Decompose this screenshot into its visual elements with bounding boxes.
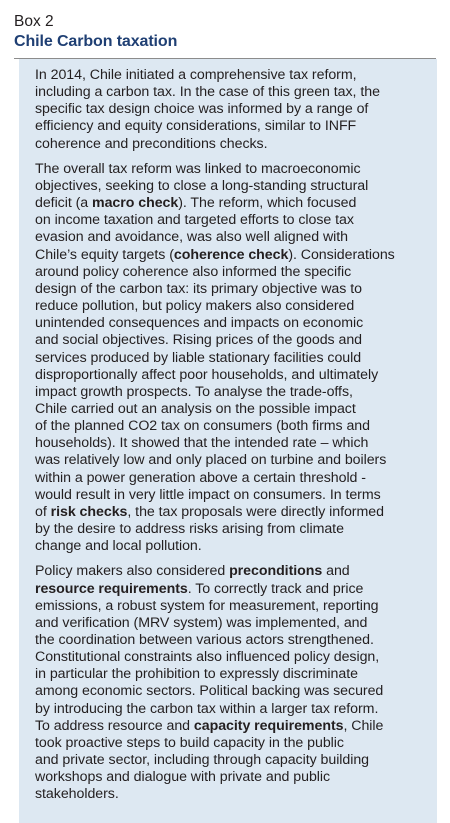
text-segment: took proactive steps to build capacity in the public xyxy=(35,734,344,751)
highlighted-term: risk checks xyxy=(50,503,128,520)
text-segment: reduce pollution, but policy makers also considered xyxy=(35,298,355,315)
text-line xyxy=(35,615,435,632)
text-line xyxy=(35,769,435,786)
text-line xyxy=(35,563,435,580)
text-line xyxy=(35,752,435,769)
text-segment: would result in very little impact on consumers. In terms xyxy=(35,486,381,503)
text-segment: To address resource and xyxy=(35,717,194,734)
text-segment: the coordination between various actors strengthened. xyxy=(35,632,374,648)
text-segment: change and local pollution. xyxy=(35,538,202,555)
text-segment: unintended consequences and impacts on economic xyxy=(35,315,364,332)
text-line xyxy=(35,332,435,349)
text-line xyxy=(35,632,435,649)
text-segment: objectives, seeking to close a long-standing structural xyxy=(35,177,369,194)
highlighted-term: macro check xyxy=(92,195,179,212)
text-segment: deficit (a xyxy=(35,195,93,212)
text-segment: and xyxy=(322,563,350,580)
text-line xyxy=(35,281,435,298)
highlighted-term: coherence check xyxy=(173,246,289,263)
text-line xyxy=(35,718,435,735)
box-header xyxy=(14,13,436,52)
text-segment: services produced by liable stationary facilities could xyxy=(35,349,362,366)
text-segment: ). The reform, which focused xyxy=(178,195,357,212)
text-line xyxy=(35,298,435,315)
highlighted-term: preconditions xyxy=(229,563,323,580)
text-line xyxy=(35,649,435,666)
text-line xyxy=(35,487,435,504)
text-segment: Chile’s equity targets ( xyxy=(35,246,174,263)
text-segment: was relatively low and only placed on turbine and boilers xyxy=(35,452,387,469)
text-line xyxy=(35,538,435,555)
text-segment: workshops and dialogue with private and public xyxy=(35,769,331,786)
text-segment: disproportionally affect poor households, and ultimately xyxy=(35,366,379,383)
text-segment: on income taxation and targeted efforts to close tax xyxy=(35,212,354,229)
text-line xyxy=(35,212,435,229)
text-line xyxy=(35,247,435,264)
box-label: Box 2 xyxy=(14,13,54,30)
text-line xyxy=(35,666,435,683)
text-segment: and private sector, including through capacity building xyxy=(35,752,370,769)
text-segment: evasion and avoidance, was also well aligned with xyxy=(35,229,349,246)
text-segment: in particular the prohibition to expressly discriminate xyxy=(35,666,358,683)
text-segment: emissions, a robust system for measurement, reporting xyxy=(35,597,379,614)
text-segment: within a power generation above a certain threshold - xyxy=(35,469,366,486)
text-segment: including a carbon tax. In the case of this green tax, the xyxy=(35,84,380,101)
text-line xyxy=(35,315,435,332)
text-segment: impact growth prospects. To analyse the trade-offs, xyxy=(35,383,353,400)
text-segment: households). It showed that the intended rate – which xyxy=(35,435,369,452)
box-title: Chile Carbon taxation xyxy=(14,33,178,50)
text-segment: stakeholders. xyxy=(35,786,119,803)
text-line xyxy=(35,435,435,452)
text-line xyxy=(35,118,435,135)
text-line xyxy=(35,101,435,118)
text-line xyxy=(35,367,435,384)
text-segment: coherence and preconditions checks. xyxy=(35,135,268,152)
text-segment: Chile carried out an analysis on the possible impact xyxy=(35,400,356,417)
text-segment: and social objectives. Rising prices of the goods and xyxy=(35,332,363,349)
text-line xyxy=(35,136,435,153)
text-segment: , Chile xyxy=(343,717,384,734)
text-segment: In 2014, Chile initiated a comprehensive tax reform, xyxy=(35,67,357,83)
highlighted-term: resource requirements xyxy=(35,580,188,597)
text-line xyxy=(35,229,435,246)
text-line xyxy=(35,178,435,195)
text-line xyxy=(35,735,435,752)
text-segment: of the planned CO2 tax on consumers (both firms and xyxy=(35,418,370,435)
text-line xyxy=(35,521,435,538)
text-segment: design of the carbon tax: its primary objective was to xyxy=(35,280,362,297)
paragraph xyxy=(35,563,435,803)
text-segment: of xyxy=(35,503,51,520)
text-segment: efficiency and equity considerations, similar to INFF xyxy=(35,118,357,135)
text-segment: specific tax design choice was informed by a range of xyxy=(35,101,369,118)
text-line xyxy=(35,470,435,487)
box-content xyxy=(35,67,435,812)
text-line xyxy=(35,683,435,700)
text-segment: by introducing the carbon tax within a larger tax reform. xyxy=(35,700,379,717)
text-segment: , the tax proposals were directly informed xyxy=(127,503,384,520)
text-segment: around policy coherence also informed the specific xyxy=(35,263,352,280)
text-segment: The overall tax reform was linked to macroeconomic xyxy=(35,160,361,177)
text-line xyxy=(35,418,435,435)
text-line xyxy=(35,84,435,101)
text-line xyxy=(35,452,435,469)
text-line xyxy=(35,701,435,718)
text-line xyxy=(35,504,435,521)
text-line xyxy=(35,598,435,615)
highlighted-term: capacity requirements xyxy=(193,717,344,734)
text-line xyxy=(35,161,435,178)
text-segment: Constitutional constraints also influenced policy design, xyxy=(35,649,380,666)
text-segment: Policy makers also considered xyxy=(35,563,230,580)
text-segment: among economic sectors. Political backing was secured xyxy=(35,683,384,700)
text-segment: and verification (MRV system) was implemented, and xyxy=(35,614,368,631)
text-line xyxy=(35,264,435,281)
text-line xyxy=(35,384,435,401)
paragraph xyxy=(35,161,435,556)
text-segment: . To correctly track and price xyxy=(187,580,364,597)
text-segment: ). Considerations xyxy=(288,246,395,263)
text-line xyxy=(35,401,435,418)
text-segment: by the desire to address risks arising from climate xyxy=(35,521,344,538)
text-line xyxy=(35,350,435,367)
text-line xyxy=(35,67,435,84)
text-line xyxy=(35,581,435,598)
text-line xyxy=(35,786,435,803)
paragraph xyxy=(35,67,435,153)
text-line xyxy=(35,195,435,212)
